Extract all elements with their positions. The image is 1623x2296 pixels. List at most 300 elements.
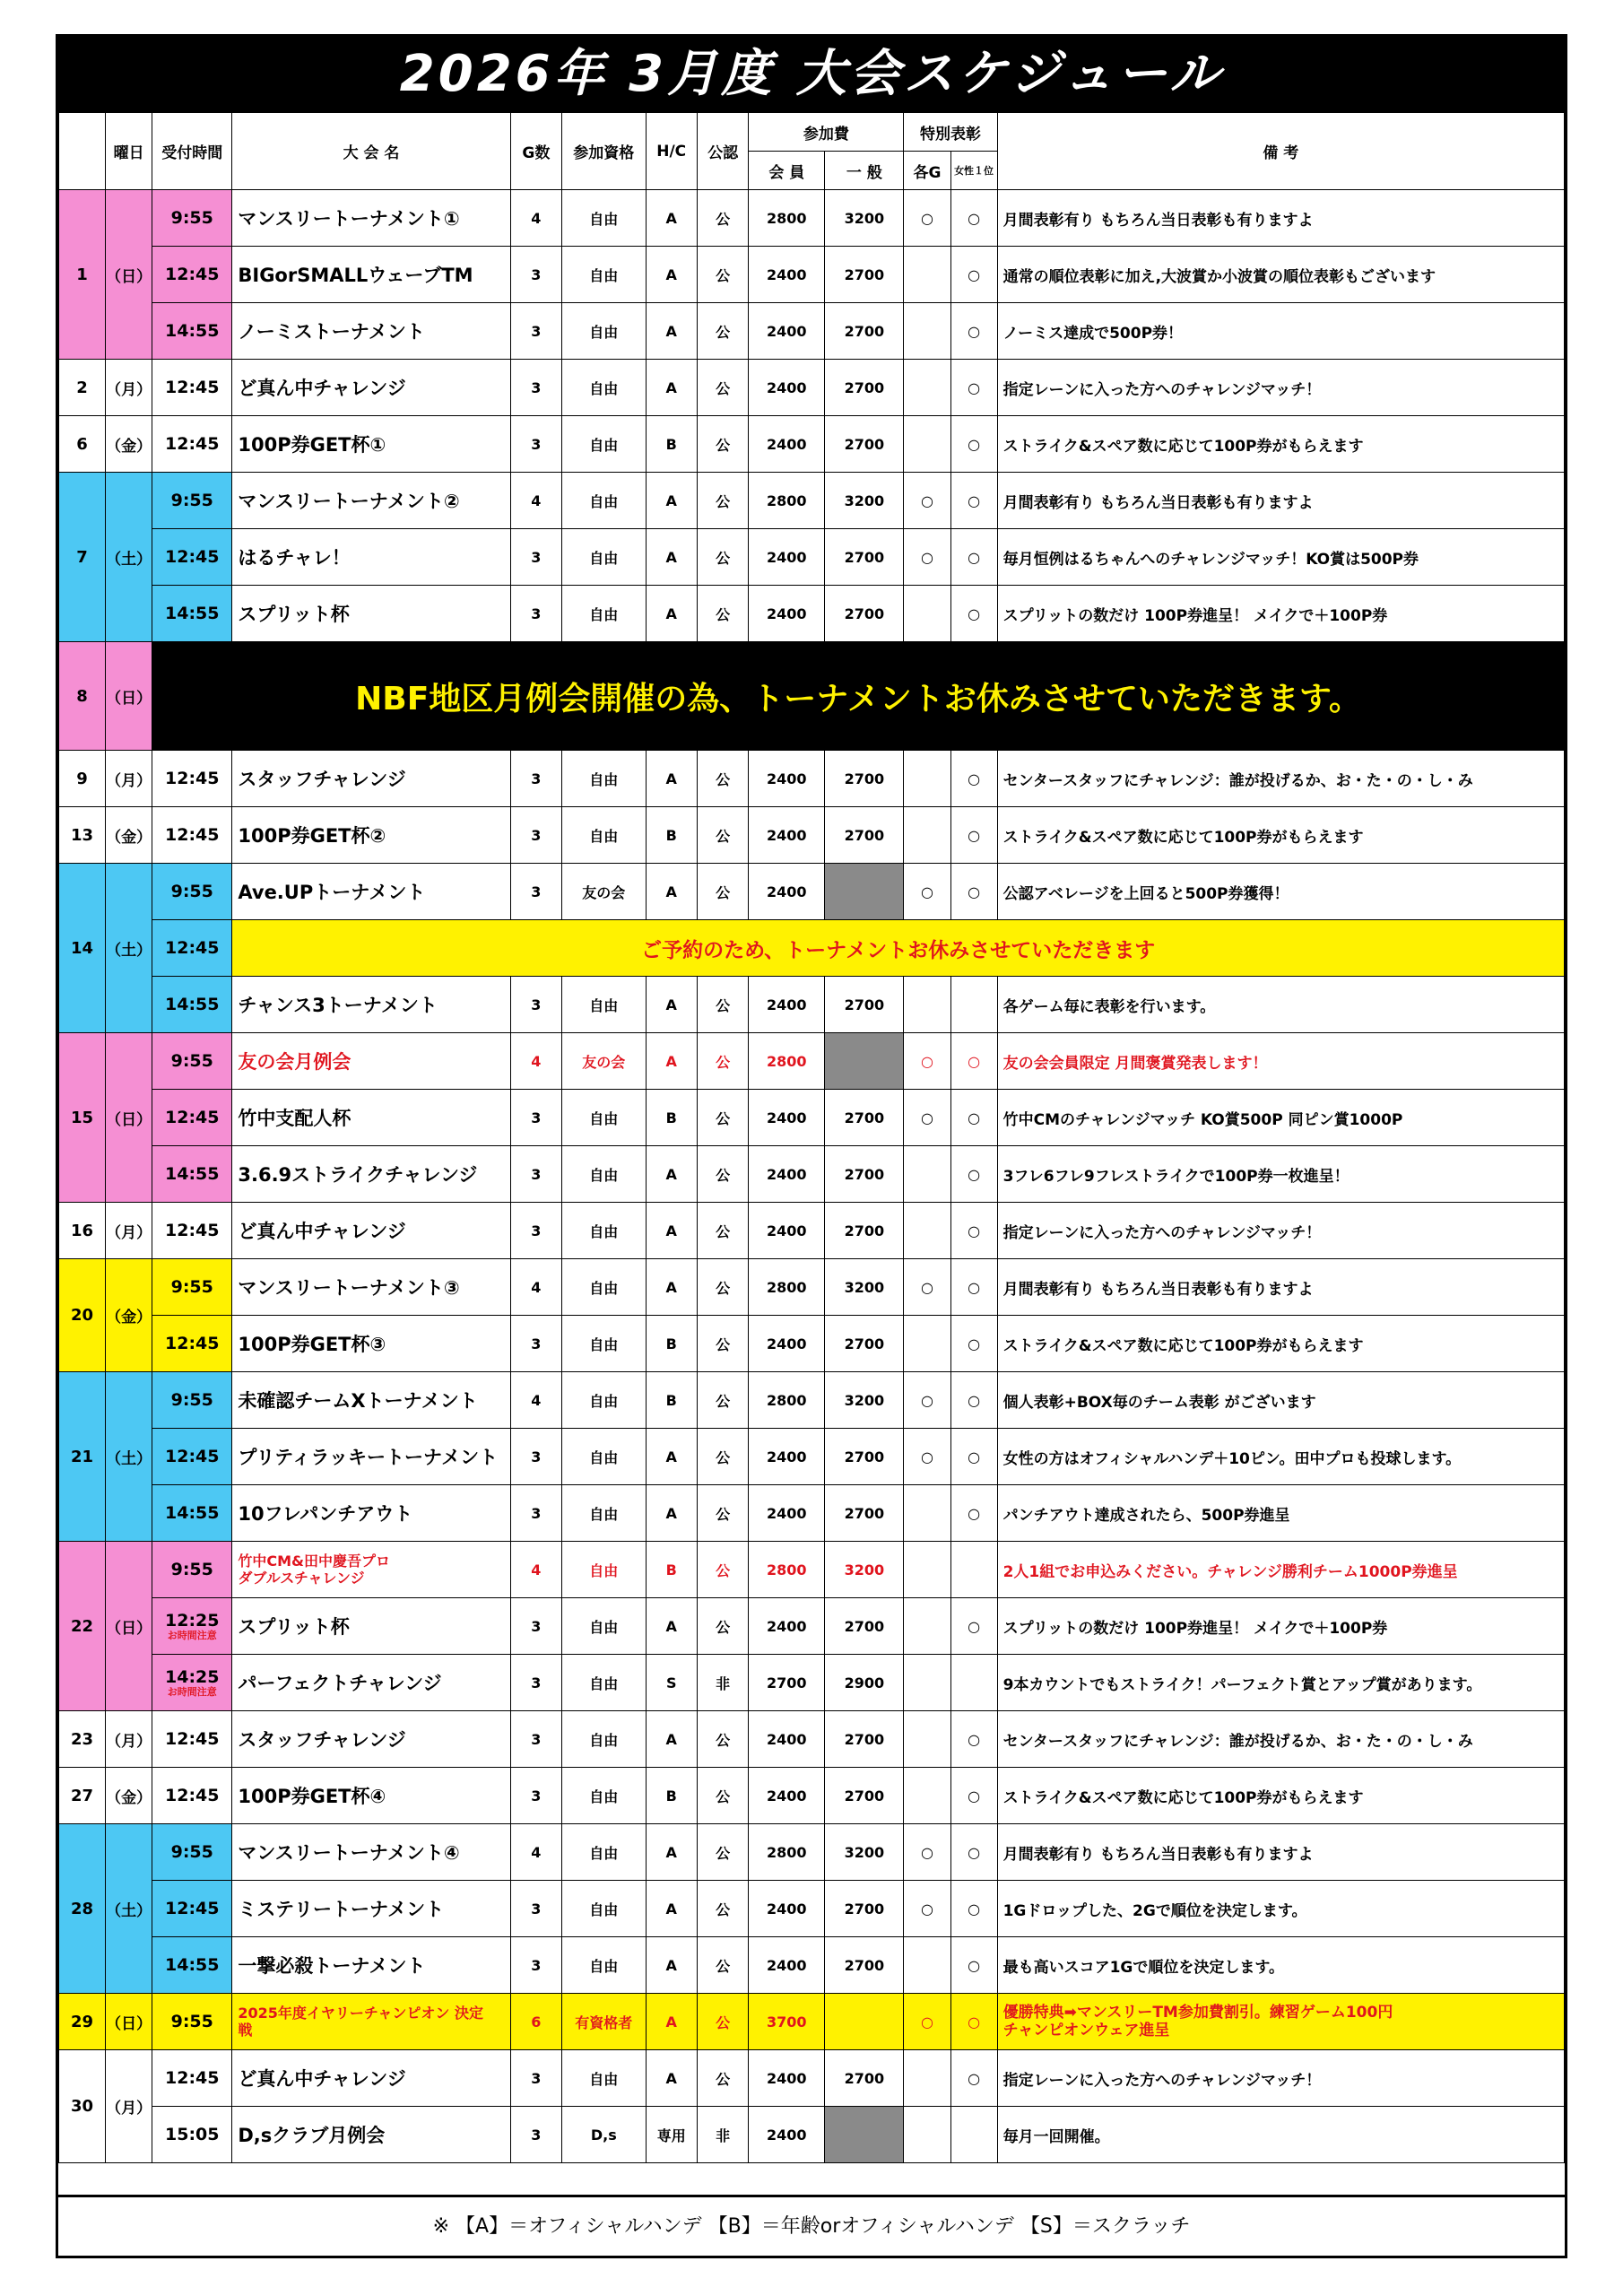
header-fee: 参加費	[749, 113, 904, 152]
notes-cell	[997, 586, 1564, 642]
table-row	[59, 303, 1565, 360]
event-name-cell	[232, 807, 510, 864]
notes-text: ノーミス達成で500P券！	[1002, 324, 1184, 343]
general-fee-cell: 2700	[825, 1203, 904, 1259]
weekday-cell: （日）	[106, 1542, 152, 1711]
member-fee-cell: 2400	[749, 864, 825, 920]
day-cell: 2	[59, 360, 106, 416]
member-fee-cell: 2700	[749, 1655, 825, 1711]
each-game-award-cell: ○	[904, 1429, 950, 1485]
event-name-cell	[232, 416, 510, 473]
eligibility-cell: 自由	[562, 529, 647, 586]
event-name: 3.6.9ストライクチャレンジ	[238, 1164, 478, 1186]
notes-text: 3フレ6フレ9フレストライクで100P券一枚進呈！	[1002, 1167, 1350, 1186]
weekday-cell: （日）	[106, 190, 152, 360]
table-row	[59, 1090, 1565, 1146]
each-game-award-cell	[904, 1146, 950, 1203]
header-women: 女性１位	[950, 152, 997, 190]
games-cell: 3	[510, 1146, 561, 1203]
time-text: 12:45	[165, 825, 220, 845]
each-game-award-cell	[904, 1598, 950, 1655]
hc-cell: B	[646, 1372, 697, 1429]
event-name-line2: 戦	[238, 2022, 253, 2039]
general-fee-cell	[825, 2107, 904, 2163]
page-title: 2026年 3月度 大会スケジュール	[58, 37, 1565, 112]
notes-cell	[997, 303, 1564, 360]
event-name: プリティラッキートーナメント	[238, 1447, 499, 1468]
event-name: マンスリートーナメント③	[238, 1277, 460, 1299]
event-name: はるチャレ！	[238, 547, 351, 569]
table-row	[59, 360, 1565, 416]
member-fee-cell: 2400	[749, 1146, 825, 1203]
hc-cell: A	[646, 1203, 697, 1259]
official-cell: 公	[697, 1316, 748, 1372]
women-award-cell: ○	[950, 1485, 997, 1542]
closed-notice: ご予約のため、トーナメントお休みさせていただきます	[232, 920, 1565, 977]
table-row	[59, 1542, 1565, 1598]
eligibility-cell: 自由	[562, 1542, 647, 1598]
table-row	[59, 586, 1565, 642]
weekday-cell: （金）	[106, 807, 152, 864]
eligibility-cell: 自由	[562, 1881, 647, 1937]
day-cell: 8	[59, 642, 106, 751]
women-award-cell: ○	[950, 247, 997, 303]
member-fee-cell: 2400	[749, 303, 825, 360]
day-cell: 29	[59, 1994, 106, 2050]
general-fee-cell: 2700	[825, 416, 904, 473]
event-name-cell	[232, 2050, 510, 2107]
general-fee-cell: 2700	[825, 1316, 904, 1372]
hc-cell: A	[646, 864, 697, 920]
event-name-cell	[232, 1372, 510, 1429]
notes-text: スプリットの数だけ 100P券進呈！ メイクで＋100P券	[1002, 1619, 1388, 1638]
table-row	[59, 1711, 1565, 1768]
day-cell: 22	[59, 1542, 106, 1711]
official-cell: 公	[697, 1429, 748, 1485]
member-fee-cell: 3700	[749, 1994, 825, 2050]
notes-text: 毎月一回開催。	[1002, 2127, 1110, 2146]
notes-text: 指定レーンに入った方へのチャレンジマッチ！	[1002, 1223, 1322, 1242]
table-body	[59, 190, 1565, 2163]
each-game-award-cell	[904, 751, 950, 807]
event-name-cell	[232, 1711, 510, 1768]
official-cell: 公	[697, 1768, 748, 1824]
notes-cell	[997, 190, 1564, 247]
general-fee-cell: 2700	[825, 1598, 904, 1655]
eligibility-cell: 自由	[562, 1316, 647, 1372]
notes-text: 竹中CMのチャレンジマッチ KO賞500P 同ピン賞1000P	[1002, 1110, 1403, 1129]
notes-text: 指定レーンに入った方へのチャレンジマッチ！	[1002, 380, 1322, 399]
notes-text-line2: チャンピオンウェア進呈	[1002, 2022, 1170, 2039]
eligibility-cell: 自由	[562, 1485, 647, 1542]
women-award-cell: ○	[950, 1090, 997, 1146]
eligibility-cell: 自由	[562, 977, 647, 1033]
general-fee-cell: 2700	[825, 751, 904, 807]
header-general: 一 般	[825, 152, 904, 190]
eligibility-cell: 自由	[562, 1429, 647, 1485]
event-name-cell	[232, 1542, 510, 1598]
event-name-cell	[232, 1090, 510, 1146]
header-name: 大 会 名	[232, 113, 510, 190]
table-row	[59, 751, 1565, 807]
event-name: ど真ん中チャレンジ	[238, 378, 406, 399]
general-fee-cell	[825, 864, 904, 920]
table-row	[59, 1824, 1565, 1881]
eligibility-cell: 自由	[562, 1824, 647, 1881]
table-row	[59, 247, 1565, 303]
official-cell: 公	[697, 529, 748, 586]
header-hc: H/C	[646, 113, 697, 190]
header-special: 特別表彰	[904, 113, 997, 152]
hc-cell: A	[646, 1259, 697, 1316]
schedule-sheet	[56, 34, 1567, 2258]
each-game-award-cell	[904, 807, 950, 864]
official-cell: 公	[697, 1372, 748, 1429]
eligibility-cell: 自由	[562, 751, 647, 807]
table-row	[59, 1372, 1565, 1429]
games-cell: 3	[510, 2050, 561, 2107]
event-name: 友の会月例会	[238, 1051, 352, 1073]
each-game-award-cell: ○	[904, 1033, 950, 1090]
weekday-cell: （月）	[106, 1711, 152, 1768]
hc-cell: A	[646, 1937, 697, 1994]
official-cell: 公	[697, 807, 748, 864]
hc-cell: A	[646, 977, 697, 1033]
games-cell: 3	[510, 1090, 561, 1146]
event-name: 10フレパンチアウト	[238, 1503, 413, 1525]
notes-text: 女性の方はオフィシャルハンデ＋10ピン。田中プロも投球します。	[1002, 1449, 1462, 1468]
event-name: スタッフチャレンジ	[238, 1729, 406, 1751]
general-fee-cell: 2700	[825, 1768, 904, 1824]
time-text: 9:55	[170, 1390, 213, 1410]
each-game-award-cell	[904, 247, 950, 303]
games-cell: 3	[510, 303, 561, 360]
notes-text: 公認アベレージを上回ると500P券獲得！	[1002, 884, 1289, 903]
event-name-cell	[232, 751, 510, 807]
each-game-award-cell: ○	[904, 1881, 950, 1937]
header-time: 受付時間	[152, 113, 232, 190]
weekday-cell: （土）	[106, 1372, 152, 1542]
event-name-cell	[232, 1146, 510, 1203]
games-cell: 3	[510, 807, 561, 864]
member-fee-cell: 2400	[749, 529, 825, 586]
women-award-cell: ○	[950, 1203, 997, 1259]
hc-cell: A	[646, 1994, 697, 2050]
general-fee-cell	[825, 1033, 904, 1090]
notes-text: スプリットの数だけ 100P券進呈！ メイクで＋100P券	[1002, 606, 1388, 625]
official-cell: 公	[697, 1146, 748, 1203]
time-text: 14:55	[165, 1503, 220, 1523]
event-name: パーフェクトチャレンジ	[238, 1673, 442, 1694]
table-row	[59, 1203, 1565, 1259]
games-cell: 3	[510, 1429, 561, 1485]
eligibility-cell: 自由	[562, 1598, 647, 1655]
official-cell: 公	[697, 1711, 748, 1768]
member-fee-cell: 2400	[749, 977, 825, 1033]
member-fee-cell: 2800	[749, 1372, 825, 1429]
games-cell: 3	[510, 1598, 561, 1655]
event-name-cell	[232, 1994, 510, 2050]
hc-cell: A	[646, 2050, 697, 2107]
time-cell	[152, 529, 232, 586]
event-name-cell	[232, 1937, 510, 1994]
notes-text: 個人表彰+BOX毎のチーム表彰 がございます	[1002, 1393, 1316, 1412]
time-cell	[152, 247, 232, 303]
hc-cell: A	[646, 1429, 697, 1485]
women-award-cell: ○	[950, 1372, 997, 1429]
each-game-award-cell: ○	[904, 1372, 950, 1429]
games-cell: 3	[510, 1316, 561, 1372]
notes-cell	[997, 1090, 1564, 1146]
table-row	[59, 864, 1565, 920]
event-name: マンスリートーナメント①	[238, 208, 460, 230]
games-cell: 4	[510, 1372, 561, 1429]
games-cell: 4	[510, 190, 561, 247]
time-cell	[152, 1881, 232, 1937]
official-cell: 公	[697, 977, 748, 1033]
official-cell: 公	[697, 1033, 748, 1090]
member-fee-cell: 2400	[749, 1881, 825, 1937]
general-fee-cell: 2700	[825, 2050, 904, 2107]
day-cell: 6	[59, 416, 106, 473]
day-cell: 14	[59, 864, 106, 1033]
weekday-cell: （月）	[106, 751, 152, 807]
member-fee-cell: 2400	[749, 1429, 825, 1485]
member-fee-cell: 2800	[749, 1824, 825, 1881]
event-name-cell	[232, 1429, 510, 1485]
notes-cell	[997, 416, 1564, 473]
general-fee-cell: 3200	[825, 1259, 904, 1316]
day-cell: 30	[59, 2050, 106, 2163]
each-game-award-cell	[904, 1485, 950, 1542]
time-cell	[152, 751, 232, 807]
hc-cell: A	[646, 360, 697, 416]
time-cell	[152, 864, 232, 920]
member-fee-cell: 2800	[749, 1542, 825, 1598]
each-game-award-cell: ○	[904, 1994, 950, 2050]
notes-cell	[997, 807, 1564, 864]
notes-text: 各ゲーム毎に表彰を行います。	[1002, 997, 1216, 1016]
women-award-cell: ○	[950, 473, 997, 529]
general-fee-cell: 2700	[825, 1146, 904, 1203]
time-cell	[152, 977, 232, 1033]
notes-cell	[997, 1316, 1564, 1372]
eligibility-cell: 有資格者	[562, 1994, 647, 2050]
official-cell: 公	[697, 864, 748, 920]
notes-text: 9本カウントでもストライク！パーフェクト賞とアップ賞があります。	[1002, 1675, 1482, 1694]
each-game-award-cell	[904, 2107, 950, 2163]
event-name: 100P券GET杯①	[238, 434, 386, 456]
time-text: 9:55	[170, 208, 213, 228]
hc-cell: A	[646, 751, 697, 807]
event-name: D,sクラブ月例会	[238, 2125, 386, 2146]
notes-text: 2人1組でお申込みください。チャレンジ勝利チーム1000P券進呈	[1002, 1562, 1458, 1581]
official-cell: 公	[697, 1090, 748, 1146]
time-cell	[152, 807, 232, 864]
day-cell: 28	[59, 1824, 106, 1994]
notes-cell	[997, 751, 1564, 807]
notes-text: 月間表彰有り もちろん当日表彰も有りますよ	[1002, 1280, 1314, 1299]
member-fee-cell: 2400	[749, 1598, 825, 1655]
women-award-cell: ○	[950, 807, 997, 864]
event-name-cell	[232, 1033, 510, 1090]
games-cell: 3	[510, 1937, 561, 1994]
games-cell: 3	[510, 1881, 561, 1937]
games-cell: 3	[510, 247, 561, 303]
member-fee-cell: 2400	[749, 360, 825, 416]
hc-cell: B	[646, 1316, 697, 1372]
notes-cell	[997, 247, 1564, 303]
hc-cell: A	[646, 190, 697, 247]
time-cell	[152, 303, 232, 360]
games-cell: 3	[510, 1711, 561, 1768]
weekday-cell: （日）	[106, 1033, 152, 1203]
time-text: 14:55	[165, 1955, 220, 1975]
event-name: Ave.UPトーナメント	[238, 882, 426, 903]
women-award-cell: ○	[950, 360, 997, 416]
time-cell	[152, 1542, 232, 1598]
event-name-cell	[232, 864, 510, 920]
each-game-award-cell: ○	[904, 473, 950, 529]
women-award-cell: ○	[950, 1711, 997, 1768]
notes-text: パンチアウト達成されたら、500P券進呈	[1002, 1506, 1290, 1525]
header-member: 会 員	[749, 152, 825, 190]
notes-cell	[997, 1598, 1564, 1655]
women-award-cell: ○	[950, 1033, 997, 1090]
notes-text: センタースタッフにチャレンジ：誰が投げるか、お・た・の・し・み	[1002, 1732, 1473, 1751]
time-text: 12:45	[165, 1729, 220, 1749]
general-fee-cell: 2700	[825, 807, 904, 864]
each-game-award-cell	[904, 977, 950, 1033]
event-name-cell	[232, 529, 510, 586]
official-cell: 公	[697, 1542, 748, 1598]
header-official: 公認	[697, 113, 748, 190]
women-award-cell: ○	[950, 1881, 997, 1937]
women-award-cell: ○	[950, 1824, 997, 1881]
eligibility-cell: D,s	[562, 2107, 647, 2163]
header-notes: 備 考	[997, 113, 1564, 190]
caution-text: お時間注意	[167, 1686, 217, 1698]
official-cell: 公	[697, 190, 748, 247]
notes-cell	[997, 1824, 1564, 1881]
games-cell: 4	[510, 1259, 561, 1316]
table-row	[59, 1033, 1565, 1090]
hc-cell: S	[646, 1655, 697, 1711]
hc-cell: B	[646, 1542, 697, 1598]
event-name: ミステリートーナメント	[238, 1899, 445, 1920]
hc-cell: B	[646, 807, 697, 864]
time-text: 9:55	[170, 882, 213, 901]
day-cell: 9	[59, 751, 106, 807]
notes-text: 最も高いスコア1Gで順位を決定します。	[1002, 1958, 1285, 1977]
women-award-cell	[950, 1542, 997, 1598]
weekday-cell: （金）	[106, 1768, 152, 1824]
notes-cell	[997, 1768, 1564, 1824]
games-cell: 3	[510, 529, 561, 586]
event-name-line2: ダブルスチャレンジ	[238, 1570, 365, 1587]
table-row	[59, 1881, 1565, 1937]
general-fee-cell: 2700	[825, 1090, 904, 1146]
event-name: BIGorSMALLウェーブTM	[238, 265, 473, 286]
time-text: 12:45	[165, 1447, 220, 1466]
notes-cell	[997, 1203, 1564, 1259]
event-name: 100P券GET杯④	[238, 1786, 386, 1807]
notes-cell	[997, 1711, 1564, 1768]
time-cell	[152, 1768, 232, 1824]
notes-text: 通常の順位表彰に加え,大波賞か小波賞の順位表彰もございます	[1002, 267, 1436, 286]
time-text: 14:55	[165, 604, 220, 623]
notes-cell	[997, 1881, 1564, 1937]
time-text: 15:05	[165, 2125, 220, 2144]
hc-cell: A	[646, 1146, 697, 1203]
games-cell: 3	[510, 416, 561, 473]
each-game-award-cell: ○	[904, 1259, 950, 1316]
women-award-cell: ○	[950, 1316, 997, 1372]
notes-cell	[997, 1033, 1564, 1090]
games-cell: 3	[510, 977, 561, 1033]
eligibility-cell: 自由	[562, 1372, 647, 1429]
weekday-cell: （金）	[106, 416, 152, 473]
time-cell	[152, 1033, 232, 1090]
women-award-cell	[950, 977, 997, 1033]
official-cell: 公	[697, 416, 748, 473]
general-fee-cell: 3200	[825, 1542, 904, 1598]
event-name-cell	[232, 977, 510, 1033]
games-cell: 4	[510, 473, 561, 529]
time-cell	[152, 1316, 232, 1372]
each-game-award-cell	[904, 1316, 950, 1372]
member-fee-cell: 2400	[749, 1203, 825, 1259]
member-fee-cell: 2400	[749, 751, 825, 807]
women-award-cell: ○	[950, 586, 997, 642]
women-award-cell: ○	[950, 2050, 997, 2107]
games-cell: 3	[510, 1485, 561, 1542]
general-fee-cell: 2700	[825, 360, 904, 416]
event-name: ど真ん中チャレンジ	[238, 1221, 406, 1242]
day-cell: 16	[59, 1203, 106, 1259]
day-cell: 23	[59, 1711, 106, 1768]
women-award-cell: ○	[950, 1994, 997, 2050]
time-text: 12:45	[165, 1221, 220, 1240]
each-game-award-cell	[904, 416, 950, 473]
notes-cell	[997, 1542, 1564, 1598]
time-text: 12:45	[165, 1786, 220, 1805]
legend: ※ 【A】＝オフィシャルハンデ 【B】＝年齢orオフィシャルハンデ 【S】＝スクラッチ	[58, 2195, 1565, 2256]
time-text: 12:45	[165, 938, 220, 958]
games-cell: 4	[510, 1033, 561, 1090]
time-cell	[152, 2050, 232, 2107]
general-fee-cell: 2700	[825, 1711, 904, 1768]
official-cell: 公	[697, 1881, 748, 1937]
notes-text: 月間表彰有り もちろん当日表彰も有りますよ	[1002, 211, 1314, 230]
weekday-cell: （月）	[106, 1203, 152, 1259]
time-cell	[152, 920, 232, 977]
weekday-cell: （日）	[106, 642, 152, 751]
general-fee-cell: 3200	[825, 1824, 904, 1881]
women-award-cell: ○	[950, 529, 997, 586]
table-row	[59, 920, 1565, 977]
eligibility-cell: 自由	[562, 247, 647, 303]
each-game-award-cell: ○	[904, 190, 950, 247]
time-cell	[152, 1937, 232, 1994]
hc-cell: A	[646, 586, 697, 642]
official-cell: 公	[697, 1485, 748, 1542]
each-game-award-cell: ○	[904, 1090, 950, 1146]
women-award-cell: ○	[950, 303, 997, 360]
notes-text: 毎月恒例はるちゃんへのチャレンジマッチ！KO賞は500P券	[1002, 550, 1419, 569]
eligibility-cell: 自由	[562, 1937, 647, 1994]
official-cell: 公	[697, 1994, 748, 2050]
